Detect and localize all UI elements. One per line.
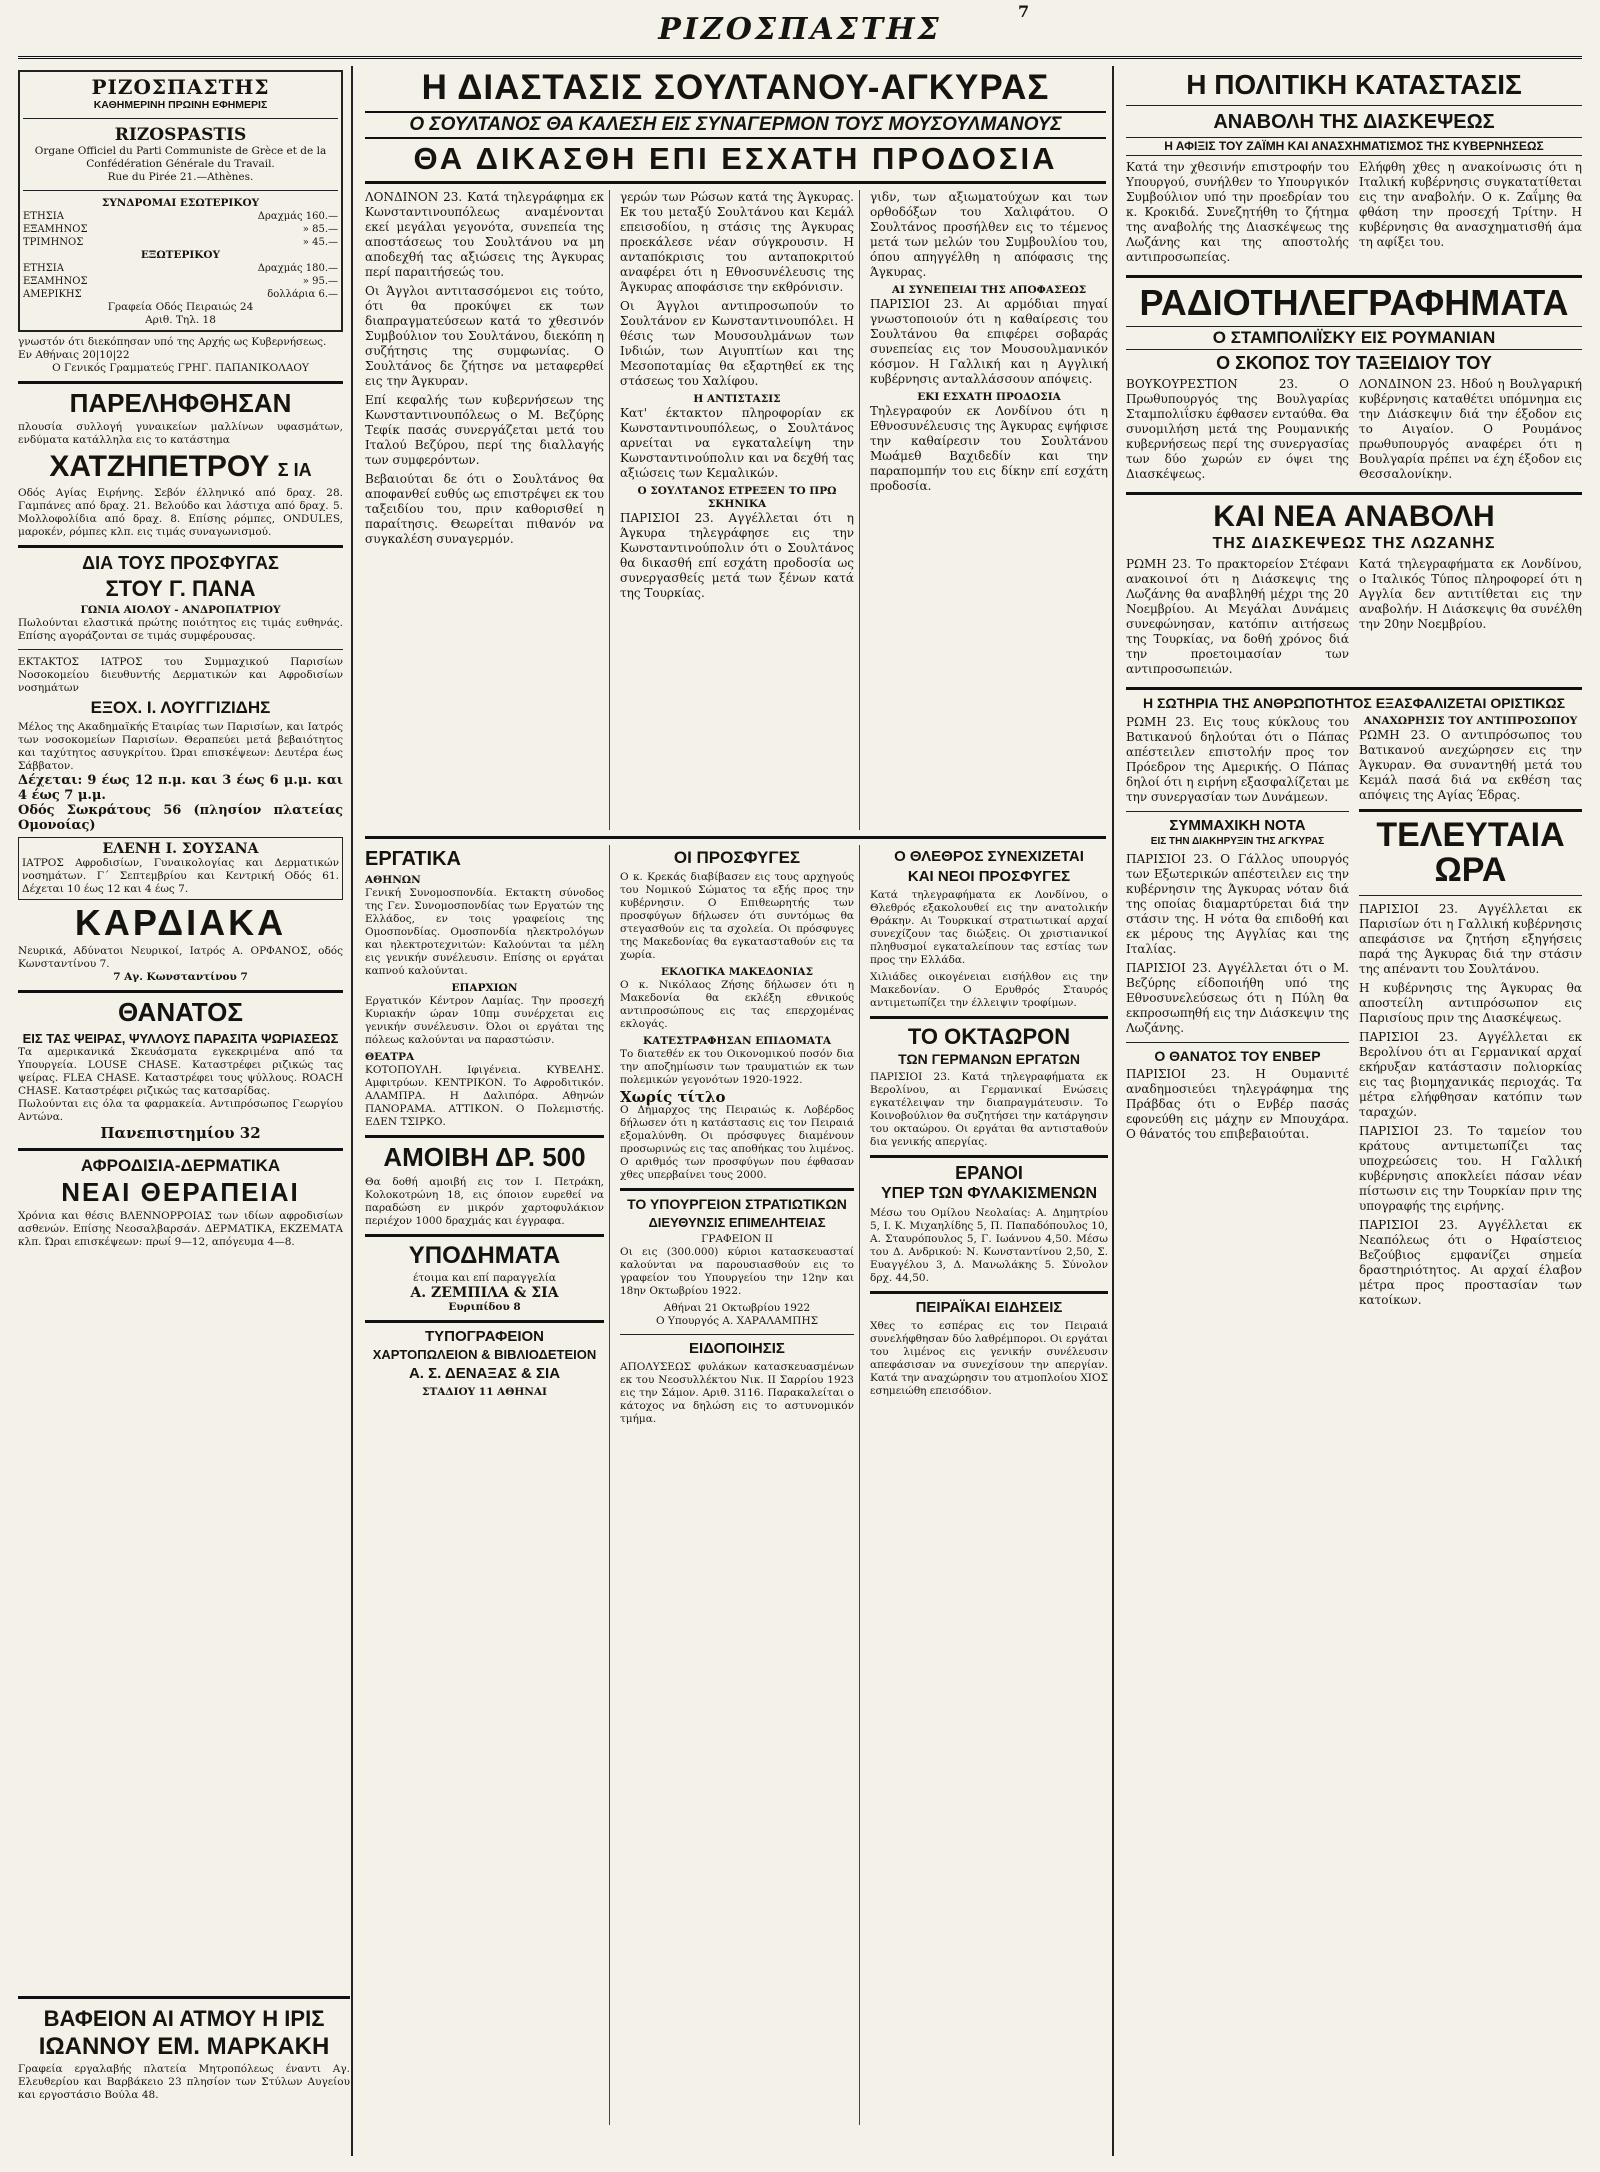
subs-abroad-label: ΕΞΑΜΗΝΟΣ: [23, 276, 88, 287]
paper-name: ΡΙΖΟΣΠΑΣΤΗΣ: [91, 75, 270, 99]
shoes-heading: ΥΠΟΔΗΜΑΤΑ: [408, 1241, 561, 1269]
dye-line1: ΒΑΦΕΙΟΝ ΑΙ ΑΤΜΟΥ Η ΙΡΙΣ: [43, 2006, 325, 2031]
notice-text: γνωστόν ότι διεκόπησαν υπό της Αρχής ως Κυβερνήσεως.: [18, 336, 327, 348]
lead-story: [365, 190, 1106, 830]
story1-para1: ΛΟΝΔΙΝΟΝ 23. Κατά τηλεγράφημα εκ Κωνσταντινουπόλεως αναμένονται εκεί μεγάλαι γεγονότα, συνεπεία της αποστάσεως του Σουλτάνου να μη αποδεχθή τας αξιώσεις της Άγκυρας περί παραιτήσεώς του.: [365, 190, 604, 280]
dye-line3: Γραφεία εργαλαβής πλατεία Μητροπόλεως έναντι Αγ. Ελευθερίου και Βαρβάκειο 23 πλησίον των Στύλων Αυγείου και εργοστάσιο Βούλα 48.: [18, 2063, 350, 2102]
main-column: [359, 66, 1114, 2156]
subs-abroad-label: ΕΤΗΣΙΑ: [23, 263, 64, 274]
masthead: [0, 0, 1600, 60]
subs-abroad: [23, 262, 338, 301]
address: Rue du Pirée 21.—Athènes.: [107, 171, 254, 183]
refugees-heading: ΟΙ ΠΡΟΣΦΥΓΕΣ: [673, 848, 801, 868]
subs-domestic-row: [23, 223, 338, 236]
note-text: ΠΑΡΙΣΙΟΙ 23. Ο Γάλλος υπουργός των Εξωτερικών απέστειλεν εις την κυβέρνησιν της Άγκυρας νόταν διά της οποίας διαμαρτύρεται διά την στάσιν της. Η νότα θα επιδοθή και εκ μέρους της Αγγλίας και της Ιταλίας.: [1126, 851, 1349, 956]
subs-domestic-row: [23, 236, 338, 249]
radio-sub: Ο ΣΤΑΜΠΟΛΙΪΣΚΥ ΕΙΣ ΡΟΥΜΑΝΙΑΝ: [1126, 326, 1582, 350]
subs-abroad-price: » 95.—: [302, 276, 338, 287]
enver-text: ΠΑΡΙΣΙΟΙ 23. Η Ουμανιτέ αναδημοσιεύει τηλεγράφημα της Πράβδας ότι ο Ενβέρ πασάς εφονεύθη εις μάχην εν Μπουχάρα. Ο θάνατός του επιβεβαιούται.: [1126, 1067, 1349, 1142]
ergatika-text: Γενική Συνομοσπονδία. Εκτακτη σύνοδος της Γεν. Συνομοσπονδίας των Εργατών της Ελλάδος, εν τοις γραφείοις της Ομοσπονδίας. Ομοσπονδία ηλεκτρολόγων και ηλεκτροτεχνιτών: Καλούνται τα μέλη εις γενικήν συνέλευσιν. Επίσης οι εργάται καπνού καλούνται.: [365, 887, 604, 978]
theatre-heading: ΘΕΑΤΡΑ: [365, 1051, 415, 1064]
print-addr: ΣΤΑΔΙΟΥ 11 ΑΘΗΝΑΙ: [422, 1385, 547, 1398]
subs-domestic-price: » 45.—: [302, 237, 338, 248]
refugee-text: Πωλούνται ελαστικά πρώτης ποιότητος εις τιμάς ευθηνάς. Επίσης αγοράζονται σε τιμάς συμφέρουσας.: [18, 616, 343, 642]
small-ads-text: Χθες το εσπέρας εις τον Πειραιά συνελήφθησαν δύο λαθρέμποροι. Οι εργάται του λιμένος εις γενικήν συνέλευσιν απεφάσισαν να συνεχίσουν την απεργίαν. Κατά την αναχώρησιν του ατμοπλοίου ΧΙΟΣ εσημειώθη επεισόδιον.: [870, 1319, 1108, 1397]
story1-sub4: ΕΚΙ ΕΣΧΑΤΗ ΠΡΟΔΟΣΙΑ: [917, 391, 1061, 404]
lower-col-2: [615, 845, 860, 2125]
ministry-sub: ΔΙΕΥΘΥΝΣΙΣ ΕΠΙΜΕΛΗΤΕΙΑΣ: [648, 1214, 826, 1230]
doctor-name: ΕΞΟΧ. Ι. ΛΟΥΓΓΙΖΙΔΗΣ: [90, 697, 271, 717]
story1-sub2: Ο ΣΟΥΛΤΑΝΟΣ ΕΤΡΕΞΕΝ ΤΟ ΠΡΩ ΣΚΗΝΙΚΑ: [637, 485, 837, 511]
save-sub: ΑΝΑΧΩΡΗΣΙΣ ΤΟΥ ΑΝΤΙΠΡΟΣΩΠΟΥ: [1363, 714, 1578, 727]
shop-suffix: Σ ΙΑ: [277, 460, 312, 481]
politics-sub1: ΑΝΑΒΟΛΗ ΤΗΣ ΔΙΑΣΚΕΨΕΩΣ: [1213, 111, 1495, 134]
paper-info-box: [18, 70, 343, 332]
save-body: [1126, 715, 1582, 1312]
struggle-heading: Ο ΘΛΕΘΡΟΣ ΣΥΝΕΧΙΖΕΤΑΙ: [894, 848, 1084, 866]
subs-domestic-price: » 85.—: [302, 224, 338, 235]
new-sub: ΤΗΣ ΔΙΑΣΚΕΨΕΩΣ ΤΗΣ ΛΩΖΑΝΗΣ: [1212, 535, 1496, 553]
cardiac-text: Νευρικά, Αδύνατοι Νευρικοί, Ιατρός Α. ΟΡΦΑΝΟΣ, οδός Κωνσταντίνου 7.: [18, 945, 343, 971]
refugees-sub2: ΚΑΤΕΣΤΡΑΦΗΣΑΝ ΕΠΙΔΟΜΑΤΑ: [642, 1035, 832, 1048]
cardiac-heading: ΚΑΡΔΙΑΚΑ: [74, 901, 287, 943]
save-col-1: [1126, 715, 1349, 1312]
dye-works-ad: [18, 1996, 350, 2102]
donations-heading: ΕΡΑΝΟΙ: [955, 1162, 1023, 1183]
save-text: ΡΩΜΗ 23. Εις τους κύκλους του Βατικανού δηλούται ότι ο Πάπας απέστειλεν επιστολήν προς τον Πρόεδρον της Αμερικής. Ο Πάπας δηλοί ότι η ειρήνη εξασφαλίζεται με την συνεργασίαν των Δυνάμεων.: [1126, 714, 1349, 804]
main-banner-2-wrap: [365, 111, 1106, 139]
note-sub: ΕΙΣ ΤΗΝ ΔΙΑΚΗΡΥΞΙΝ ΤΗΣ ΑΓΚΥΡΑΣ: [1150, 836, 1325, 848]
doctor-body: Μέλος της Ακαδημαϊκής Εταιρίας των Παρισίων, και Ιατρός των νοσοκομείων Παρισίων. Θεραπεύει μετά βεβαιότητος και ταχύτητος ασυγκρίτου. Ώραι επισκέψεων: Δευτέρα έως Σάββατον.: [18, 720, 343, 772]
subs-abroad-heading: ΕΞΩΤΕΡΙΚΟΥ: [140, 249, 221, 261]
radio-body: [1126, 377, 1582, 486]
refugees-text4: Ο Δήμαρχος της Πειραιώς κ. Λοβέρδος δήλωσεν ότι η κατάστασις εις τον Πειραιά εξομαλύνθη. Οι πρόσφυγες διαμένουν προσωρινώς εις τας αποθήκας του λιμένος. Ο αριθμός των προσφύγων που έφθασαν χθες υπερβαίνει τους 2000.: [620, 1104, 854, 1182]
refugee-addr: ΓΩΝΙΑ ΑΙΟΛΟΥ - ΑΝΔΡΟΠΑΤΡΙΟΥ: [80, 603, 281, 616]
last-text5: ΠΑΡΙΣΙΟΙ 23. Αγγέλλεται εκ Νεαπόλεως ότι ο Ηφαίστειος Βεζούβιος εμφανίζει σημεία δραστηριότητος. Αι αρχαί έλαβον μέτρα προς προστασίαν των κατοίκων.: [1359, 1217, 1582, 1307]
dye-line2: ΙΩΑΝΝΟΥ ΕΜ. ΜΑΡΚΑΚΗ: [38, 2033, 330, 2061]
refugees-text2: Ο κ. Νικόλαος Ζήσης δήλωσεν ότι η Μακεδονία θα εκλέξη εθνικούς αντιπροσώπους εις τας επερχομένας εκλογάς.: [620, 979, 854, 1031]
ergatika-text2: Εργατικόν Κέντρον Λαμίας. Την προσεχή Κυριακήν ώραν 10πμ συνέρχεται εις γενικήν συνέλευσιν. Όλοι οι εργάται της πόλεως καλούνται να παραστώσιν.: [365, 995, 604, 1047]
aphro-sub: ΝΕΑΙ ΘΕΡΑΠΕΙΑΙ: [61, 1176, 300, 1207]
radio-text1: ΒΟΥΚΟΥΡΕΣΤΙΟΝ 23. Ο Πρωθυπουργός της Βουλγαρίας Σταμπολιΐσκυ έφθασεν ενταύθα. Θα συνομιλήση μετά της Ρουμανικής κυβερνήσεως περί της συνεργασίας των δύο χωρών εν όψει της Διασκέψεως.: [1126, 376, 1349, 481]
main-banner-3: ΘΑ ΔΙΚΑΣΘΗ ΕΠΙ ΕΣΧΑΤΗ ΠΡΟΔΟΣΙΑ: [413, 140, 1058, 176]
lower-section: [365, 845, 1106, 2125]
small-ads-heading: ΠΕΙΡΑΪΚΑΙ ΕΙΔΗΣΕΙΣ: [915, 1299, 1063, 1317]
main-banner-1: Η ΔΙΑΣΤΑΣΙΣ ΣΟΥΛΤΑΝΟΥ-ΑΓΚΥΡΑΣ: [421, 68, 1050, 107]
shop-heading: [18, 451, 343, 483]
doctor2-text: ΙΑΤΡΟΣ Αφροδισίων, Γυναικολογίας και Δερματικών νοσημάτων. Γ΄ Σεπτεμβρίου και Κεντρική Οδός 61. Δέχεται 10 έως 12 και 4 έως 7.: [22, 856, 339, 895]
story1-sub1: Η ΑΝΤΙΣΤΑΣΙΣ: [693, 393, 781, 406]
page-number: 7: [1018, 2, 1030, 21]
subs-abroad-row: [23, 288, 338, 301]
ergatika-heading: ΕΡΓΑΤΙΚΑ: [365, 848, 461, 871]
shoes-text: Α. ΖΕΜΠΙΛΑ & ΣΙΑ: [410, 1284, 559, 1301]
radio-text2: ΛΟΝΔΙΝΟΝ 23. Ηδού η Βουλγαρική κυβέρνησις καταθέτει υπόμνημα εις την Διάσκεψιν διά την έξοδον εις το Αιγαίον. Ο Ρουμάνος πρωθυπουργός αναφέρει ότι η Βουλγαρία πρέπει να έχη έξοδον εις Θεσσαλονίκην.: [1359, 376, 1582, 481]
story1-sub3: ΑΙ ΣΥΝΕΠΕΙΑΙ ΤΗΣ ΑΠΟΦΑΣΕΩΣ: [891, 284, 1087, 297]
story1-para5: γερών των Ρώσων κατά της Άγκυρας. Εκ του μεταξύ Σουλτάνου και Κεμάλ επεισοδίου, η στάσις της Άγκυρας προεκάλεσε νέαν σύγκρουσιν. Η ανταπόκρισις του ανταποκριτού αναφέρει ότι η Εθνοσυνέλευσις της Άγκυρας αποφάσισε την εκθρόνισιν.: [620, 190, 854, 295]
new-body: [1126, 557, 1582, 681]
lead-story-col-2: [615, 190, 860, 830]
doctor2-box: [18, 837, 343, 900]
notice-heading: ΕΙΔΟΠΟΙΗΣΙΣ: [689, 1340, 785, 1358]
donations-text: Μέσω του Ομίλου Νεολαίας: Α. Δημητρίου 5, Ι. Κ. Μιχαηλίδης 5, Π. Παπαδόπουλος 10, Α. Σταυρόπουλος 5, Γ. Ιωάννου 4,50. Μέσω του Δ. Ανδρικού: Ν. Κωνσταντίνου 2,50, Σ. Ευαγγέλου 3, Δ. Μανωλάκης 5. Σύνολον δρχ. 44,50.: [870, 1207, 1108, 1285]
last-text: ΠΑΡΙΣΙΟΙ 23. Αγγέλλεται εκ Παρισίων ότι η Γαλλική κυβέρνησις απεφάσισε να ζητήση εξηγήσεις παρά της Άγκυρας διά την στάσιν της απέναντι του Σουλτάνου.: [1359, 901, 1582, 976]
donations-sub: ΥΠΕΡ ΤΩΝ ΦΥΛΑΚΙΣΜΕΝΩΝ: [881, 1185, 1097, 1203]
lower-col-1: [365, 845, 610, 2125]
refugees-sub: ΕΚΛΟΓΙΚΑ ΜΑΚΕΔΟΝΙΑΣ: [661, 966, 813, 979]
death-heading: ΘΑΝΑΤΟΣ: [118, 997, 243, 1028]
politics-text1: Κατά την χθεσινήν επιστροφήν του Υπουργού, συνήλθεν το Υπουργικόν Συμβούλιον υπό την προεδρίαν του κ. Κροκιδά. Συνεζητήθη το ζήτημα της αναβολής της Διασκέψεως της Λωζάνης και της αποστολής αντιπροσωπείας.: [1126, 159, 1349, 264]
refugee-heading: ΔΙΑ ΤΟΥΣ ΠΡΟΣΦΥΓΑΣ: [82, 552, 279, 573]
story1-para9: γιδν, των αξιωματούχων και των ορθοδόξων του Χαλιφάτου. Ο Σουλτάνος προσήλθεν εις το τέμενος μετά των μελών του Συμβουλίου του, όπου απηγγέλθη η απόφασις της Άγκυρας.: [870, 190, 1108, 280]
death-addr: Πανεπιστημίου 32: [100, 1123, 261, 1142]
politics-body: [1126, 160, 1582, 269]
death-text: Τα αμερικανικά Σκευάσματα εγκεκριμένα από τα Υπουργεία. LOUSE CHASE. Καταστρέφει ριζικώς τας ψείρας. FLEA CHASE. Καταστρέφει τους ψύλλους. ROACH CHASE. Καταστρέφει ριζικώς τας κατσαρίδας.: [18, 1045, 343, 1097]
notice-sign: Ο Γενικός Γραμματεύς ΓΡΗΓ. ΠΑΠΑΝΙΚΟΛΑΟΥ: [52, 362, 309, 374]
print-sub: ΧΑΡΤΟΠΩΛΕΙΟΝ & ΒΙΒΛΙΟΔΕΤΕΙΟΝ: [372, 1347, 597, 1363]
save-col-2: [1359, 715, 1582, 1312]
politics-text2: Ελήφθη χθες η ανακοίνωσις ότι η Ιταλική κυβέρνησις συγκατατίθεται εις την αναβολήν. Ο κ. Ζαΐμης θα φθάση την προσεχή Τρίτην. Η κυβέρνησις θα ανασχηματισθή άμα τη αφίξει του.: [1359, 159, 1582, 249]
subs-domestic-label: ΕΞΑΜΗΝΟΣ: [23, 224, 88, 235]
politics-heading: Η ΠΟΛΙΤΙΚΗ ΚΑΤΑΣΤΑΣΙΣ: [1186, 69, 1522, 100]
subs-abroad-price: δολλάρια 6.—: [267, 289, 338, 300]
shop-text: Οδός Αγίας Ειρήνης. Σεβόν έλληνικό από δραχ. 28. Γαμπάνες από δραχ. 21. Βελούδο και λάστιχα από δραχ. 5. Μολλοφολίδια από δραχ. 8. Επίσης ρόμπες, ONDULES, μαροκέν, ρόμπες κλπ. εις τιμάς συναγωνισμού.: [18, 486, 343, 538]
eight-sub: ΤΩΝ ΓΕΡΜΑΝΩΝ ΕΡΓΑΤΩΝ: [898, 1050, 1080, 1067]
right-column: [1120, 66, 1582, 2156]
save-heading: Η ΣΩΤΗΡΙΑ ΤΗΣ ΑΝΘΡΩΠΟΤΗΤΟΣ ΕΞΑΣΦΑΛΙΖΕΤΑΙ ΟΡΙΣΤΙΚΩΣ: [1142, 694, 1566, 711]
lower-col-3: [865, 845, 1108, 2125]
last-text3: ΠΑΡΙΣΙΟΙ 23. Αγγέλλεται εκ Βερολίνου ότι αι Γερμανικαί αρχαί εκήρυξαν κατάστασιν πολιορκίας εις τας βιομηχανικάς περιοχάς. Τα μέτρα ελήφθησαν κατόπιν των ταραχών.: [1359, 1029, 1582, 1119]
reward-heading: ΑΜΟΙΒΗ ΔΡ. 500: [383, 1142, 586, 1173]
new-text: ΡΩΜΗ 23. Το πρακτορείον Στέφανι ανακοινοί ότι η Διάσκεψις της Λωζάνης θα αναβληθή μέχρι της 20 Νοεμβρίου. Αι Μεγάλαι Δυνάμεις συνεφώνησαν, κατόπιν αιτήσεως της Τουρκίας, να δοθή χρόνος διά την προετοιμασίαν των αντιπροσωπειών.: [1126, 556, 1349, 676]
paper-name-latin: RIZOSPASTIS: [114, 125, 247, 145]
note-heading: ΣΥΜΜΑΧΙΚΗ ΝΟΤΑ: [1169, 816, 1306, 834]
story1-para7: Κατ' έκτακτον πληροφορίαν εκ Κωνσταντινουπόλεως, ο Σουλτάνος αρνείται να εγκαταλείψη την Κωνσταντινούπολιν και να δεχθή τας αξιώσεις των Κεμαλικών.: [620, 406, 854, 481]
shop-name: ΧΑΤΖΗΠΕΤΡΟΥ: [49, 450, 270, 484]
new-heading: ΚΑΙ ΝΕΑ ΑΝΑΒΟΛΗ: [1213, 499, 1495, 533]
lead-story-col-1: [365, 190, 610, 830]
story1-para2: Οι Άγγλοι αντιτασσόμενοι εις τούτο, ότι θα προκύψει εκ των διαπραγματεύσεων κατά το χθεσινόν Συμβούλιον του Σουλτάνου, διεκόπη η συζήτησις της συμφωνίας. Ο Σουλτάνος δε ζήτησε να μεταφερθεί εις την Άγκυραν.: [365, 284, 604, 389]
story1-para10: ΠΑΡΙΣΙΟΙ 23. Αι αρμόδιαι πηγαί γνωστοποιούν ότι η καθαίρεσις του Σουλτάνου θα επιφέρει σοβαράς συνεπείας εις τον Μουσουλμανικόν κόσμον. Η Γαλλική και η Αγγλική κυβέρνησις ανταλλάσσουν απόψεις.: [870, 297, 1108, 387]
shoes-sub: έτοιμα και επί παραγγελία: [413, 1271, 556, 1284]
doctor-text: ΕΚΤΑΚΤΟΣ ΙΑΤΡΟΣ του Συμμαχικού Παρισίων Νοσοκομείου διευθυντής Δερματικών και Αφροδισίων νοσημάτων: [18, 655, 343, 694]
print-name: Α. Σ. ΔΕΝΑΞΑΣ & ΣΙΑ: [408, 1365, 561, 1383]
ministry-office: ΓΡΑΦΕΙΟΝ II: [701, 1233, 773, 1246]
organ-text: Organe Officiel du Parti Communiste de Grèce et de la Confédération Générale du Travail.: [34, 145, 327, 170]
story1-para3: Επί κεφαλής των κυβερνήσεων της Κωνσταντινουπόλεως ο Μ. Βεζύρης Τεφίκ πασάς συνεργάζεται μετά του Ιταλού Βεζύρου, περί της διαλλαγής των συμφερόντων.: [365, 393, 604, 468]
subs-abroad-label: ΑΜΕΡΙΚΗΣ: [23, 289, 82, 300]
ministry-heading: ΤΟ ΥΠΟΥΡΓΕΙΟΝ ΣΤΡΑΤΙΩΤΙΚΩΝ: [627, 1196, 847, 1213]
note-text2: ΠΑΡΙΣΙΟΙ 23. Αγγέλλεται ότι ο Μ. Βεζύρης είδοποιήθη υπό της Εθνοσυνελεύσεως ότι η Πύλη θα εκπροσωπηθή εις την Διάσκεψιν της Λωζάνης.: [1126, 960, 1349, 1035]
office: Γραφεία Οδός Πειραιώς 24: [107, 301, 254, 313]
phone: Αριθ. Τηλ. 18: [145, 314, 216, 326]
death-dealer: Πωλούνται εις όλα τα φαρμακεία. Αντιπρόσωπος Γεωργίου Αντώνα.: [18, 1097, 343, 1123]
subs-abroad-row: [23, 275, 338, 288]
left-column: [18, 66, 353, 2156]
subs-abroad-row: [23, 262, 338, 275]
eight-text: ΠΑΡΙΣΙΟΙ 23. Κατά τηλεγραφήματα εκ Βερολίνου, αι Γερμανικαί Ενώσεις εγκατέλειψαν την διαπραγμάτευσιν. Το Κοινοβούλιον θα συζητήσει την κατάργησιν του οκταώρου. Οι εργάται θα αντισταθούν δια γενικής απεργίας.: [870, 1070, 1108, 1148]
subs-domestic: [23, 210, 338, 249]
received-heading: ΠΑΡΕΛΗΦΘΗΣΑΝ: [69, 388, 292, 418]
doctor-hours: Δέχεται: 9 έως 12 π.μ. και 3 έως 6 μ.μ. και 4 έως 7 μ.μ.: [18, 772, 343, 803]
shoes-addr: Ευριπίδου 8: [448, 1300, 521, 1313]
story1-para8: ΠΑΡΙΣΙΟΙ 23. Αγγέλλεται ότι η Άγκυρα τηλεγράφησε εις την Κωνσταντινούπολιν ότι ο Σουλτάνος θα δικασθή επί εσχάτη προδοσία ως συνεργασθείς μετά των ξένων κατά της Τουρκίας.: [620, 511, 854, 601]
subs-domestic-row: [23, 210, 338, 223]
paper-subtitle: ΚΑΘΗΜΕΡΙΝΗ ΠΡΩΙΝΗ ΕΦΗΜΕΡΙΣ: [93, 99, 268, 111]
lead-story-col-3: [865, 190, 1108, 830]
doctor-addr: Οδός Σωκράτους 56 (πλησίον πλατείας Ομονοίας): [18, 802, 343, 833]
subs-abroad-price: Δραχμάς 180.—: [257, 263, 338, 274]
notice-date: Εν Αθήναις 20|10|22: [18, 349, 130, 361]
ministry-sign: Ο Υπουργός Α. ΧΑΡΑΛΑΜΠΗΣ: [655, 1315, 819, 1328]
ergatika-sub: ΕΠΑΡΧΙΩΝ: [451, 982, 518, 995]
cardiac-addr: 7 Αγ. Κωνσταντίνου 7: [113, 971, 248, 984]
ergatika-city: ΑΘΗΝΩΝ: [365, 874, 421, 887]
reward-text: Θα δοθή αμοιβή εις τον Ι. Πετράκη, Κολοκοτρώνη 18, εις όποιον ευρεθεί να παραδώση εν μικρόν χαρτοφυλάκιον περιέχον 1000 δραχμάς και έγγραφα.: [365, 1175, 604, 1227]
refugees-text3: Το διατεθέν εκ του Οικονομικού ποσόν δια την αποζημίωσιν των τραυματιών εκ των πολεμικών γεγονότων 1920-1922.: [620, 1048, 854, 1087]
story1-para4: Βεβαιούται δε ότι ο Σουλτάνος θα αποφανθεί ευθύς ως επιστρέψει εκ του ταξειδίου του, πριν καθορισθεί η παραίτησις. Θεωρείται πιθανόν να συγκαλέση συναγερμόν.: [365, 472, 604, 547]
main-banner-2: Ο ΣΟΥΛΤΑΝΟΣ ΘΑ ΚΑΛΕΣΗ ΕΙΣ ΣΥΝΑΓΕΡΜΟΝ ΤΟΥΣ ΜΟΥΣΟΥΛΜΑΝΟΥΣ: [409, 113, 1062, 135]
ministry-date: Αθήναι 21 Οκτωβρίου 1922: [663, 1302, 811, 1315]
print-heading: ΤΥΠΟΓΡΑΦΕΙΟΝ: [425, 1327, 544, 1345]
radio-sub2: Ο ΣΚΟΠΟΣ ΤΟΥ ΤΑΞΕΙΔΙΟΥ ΤΟΥ: [1216, 352, 1492, 373]
death-sub: ΕΙΣ ΤΑΣ ΨΕΙΡΑΣ, ΨΥΛΛΟΥΣ ΠΑΡΑΣΙΤΑ ΨΩΡΙΑΣΕΩΣ: [22, 1030, 339, 1046]
eight-heading: ΤΟ ΟΚΤΑΩΡΟΝ: [907, 1023, 1071, 1049]
politics-sub2: Η ΑΦΙΞΙΣ ΤΟΥ ΖΑΪΜΗ ΚΑΙ ΑΝΑΣΧΗΜΑΤΙΣΜΟΣ ΤΗΣ ΚΥΒΕΡΝΗΣΕΩΣ: [1126, 137, 1582, 156]
last-text2: Η κυβέρνησις της Άγκυρας θα αποστείλη αντιπρόσωπον εις Παρισίους πριν της Διασκέψεως.: [1359, 980, 1582, 1025]
notice-body: ΑΠΟΛΥΣΕΩΣ φυλάκων κατασκευασμένων εκ του Νεοσυλλέκτου Νικ. II Σαρρίου 1923 εις την Σάμον. Αριθ. 3116. Παρακαλείται ο κάτοχος να δηλώση εις το αστυνομικόν τμήμα.: [620, 1361, 854, 1426]
story1-para11: Τηλεγραφούν εκ Λονδίνου ότι η Εθνοσυνέλευσις της Άγκυρας εψήφισε την καθαίρεσιν του Σουλτάνου Μωάμεθ Βαχιδεδίν και την παραπομπήν του εις δίκην επί εσχάτη προδοσία.: [870, 404, 1108, 494]
aphro-text: Χρόνια και θέσις ΒΛΕΝΝΟΡΡΟΙΑΣ των ιδίων αφροδισίων ασθενών. Επίσης Νεοσαλβαρσάν. ΔΕΡΜΑΤΙΚΑ, ΕΚΖΕΜΑΤΑ κλπ. Ώραι επισκέψεων: πρωί 9—12, απόγευμα 4—8.: [18, 1209, 343, 1248]
struggle-text: Κατά τηλεγραφήματα εκ Λονδίνου, ο Θλεθρός εξακολουθεί εις την ανατολικήν Θράκην. Αι Τουρκικαί στρατιωτικαί αρχαί συνεχίζουν τας διώξεις. Οι χριστιανικοί πληθυσμοί εγκαταλείπουν τας εστίας των προς την Ελλάδα.: [870, 888, 1108, 966]
subs-domestic-label: ΕΤΗΣΙΑ: [23, 211, 64, 222]
refugees-text: Ο κ. Κρεκάς διαβίβασεν εις τους αρχηγούς του Νομικού Σώματος τα εξής προς την κυβέρνησιν. Ο Επιθεωρητής των προσφύγων δήλωσεν ότι συντόμως θα στεγασθούν εις τα σχολεία. Οι πρόσφυγες της Μακεδονίας θα εγκατασταθούν εις τα χωρία.: [620, 871, 854, 962]
masthead-rule: [18, 56, 1582, 59]
last-heading: ΤΕΛΕΥΤΑΙΑ ΩΡΑ: [1376, 815, 1565, 890]
save-text2: ΡΩΜΗ 23. Ο αντιπρόσωπος του Βατικανού ανεχώρησεν εις την Άγκυραν. Θα συναντηθή μετά του Κεμάλ πασά διά να εκθέση τας απόψεις της Αγίας Έδρας.: [1359, 727, 1582, 802]
subs-heading: ΣΥΝΔΡΟΜΑΙ ΕΣΩΤΕΡΙΚΟΥ: [101, 197, 260, 209]
doctor2-name: ΕΛΕΝΗ Ι. ΣΟΥΣΑΝΑ: [102, 840, 259, 857]
theatre-text: ΚΟΤΟΠΟΥΛΗ. Ιφιγένεια. ΚΥΒΕΛΗΣ. Αμφιτρύων. ΚΕΝΤΡΙΚΟΝ. Το Αφροδιτικόν. ΑΛΑΜΠΡΑ. Η Δαλιπόρα. Αθηνών ΠΑΝΟΡΑΜΑ. ΑΤΤΙΚΟΝ. Ο Πολεμιστής. ΕΔΕΝ ΤΣΙΡΚΟ.: [365, 1064, 604, 1129]
subs-domestic-price: Δραχμάς 160.—: [257, 211, 338, 222]
refugees-sub3: Χωρίς τίτλο: [620, 1088, 726, 1107]
story1-para6: Οι Άγγλοι αντιπροσωπούν το Σουλτάνον εν Κωνσταντινουπόλει. Η θέσις των Μουσουλμάνων των Ινδιών, των Αιγυπτίων και της Μεσοποταμίας θα εξαρτηθεί εκ της στάσεως του Χαλίφου.: [620, 299, 854, 389]
ministry-text: Οι εις (300.000) κύριοι κατασκευασταί καλούνται να παρουσιασθούν εις το γραφείον του Υπουργείου την 12ην και 18ην Οκτωβρίου 1922.: [620, 1246, 854, 1298]
last-text4: ΠΑΡΙΣΙΟΙ 23. Το ταμείον του κράτους αντιμετωπίζει τας υποχρεώσεις του. Η Γαλλική κυβέρνησις αποκλείει πάσαν νέαν πίστωσιν εις την Τουρκίαν πριν της υπογραφής της ειρήνης.: [1359, 1123, 1582, 1213]
struggle-sub: ΚΑΙ ΝΕΟΙ ΠΡΟΣΦΥΓΕΣ: [907, 867, 1071, 885]
enver-heading: Ο ΘΑΝΑΤΟΣ ΤΟΥ ΕΝΒΕΡ: [1154, 1047, 1321, 1064]
aphro-heading: ΑΦΡΟΔΙΣΙΑ-ΔΕΡΜΑΤΙΚΑ: [80, 1155, 281, 1175]
received-text: πλουσία συλλογή γυναικείων μαλλίνων υφασμάτων, ενδύματα κατάλληλα εις το κατάστημα: [18, 421, 343, 447]
struggle-text2: Χιλιάδες οικογένειαι εισήλθον εις την Μακεδονίαν. Ο Ερυθρός Σταυρός αντιμετωπίζει την έλλειψιν τροφίμων.: [870, 970, 1108, 1009]
subs-domestic-label: ΤΡΙΜΗΝΟΣ: [23, 237, 84, 248]
radio-heading: ΡΑΔΙΟΤΗΛΕΓΡΑΦΗΜΑΤΑ: [1139, 281, 1569, 323]
new-text2: Κατά τηλεγραφήματα εκ Λονδίνου, ο Ιταλικός Τύπος πληροφορεί ότι η Αγγλία δεν αντιτίθεται εις την αναβολήν. Η Διάσκεψις θα συνέλθη την 20ην Νοεμβρίου.: [1359, 556, 1582, 631]
masthead-title: ΡΙΖΟΣΠΑΣΤΗΣ: [658, 12, 942, 47]
refugee-shop: ΣΤΟΥ Γ. ΠΑΝΑ: [105, 575, 256, 601]
